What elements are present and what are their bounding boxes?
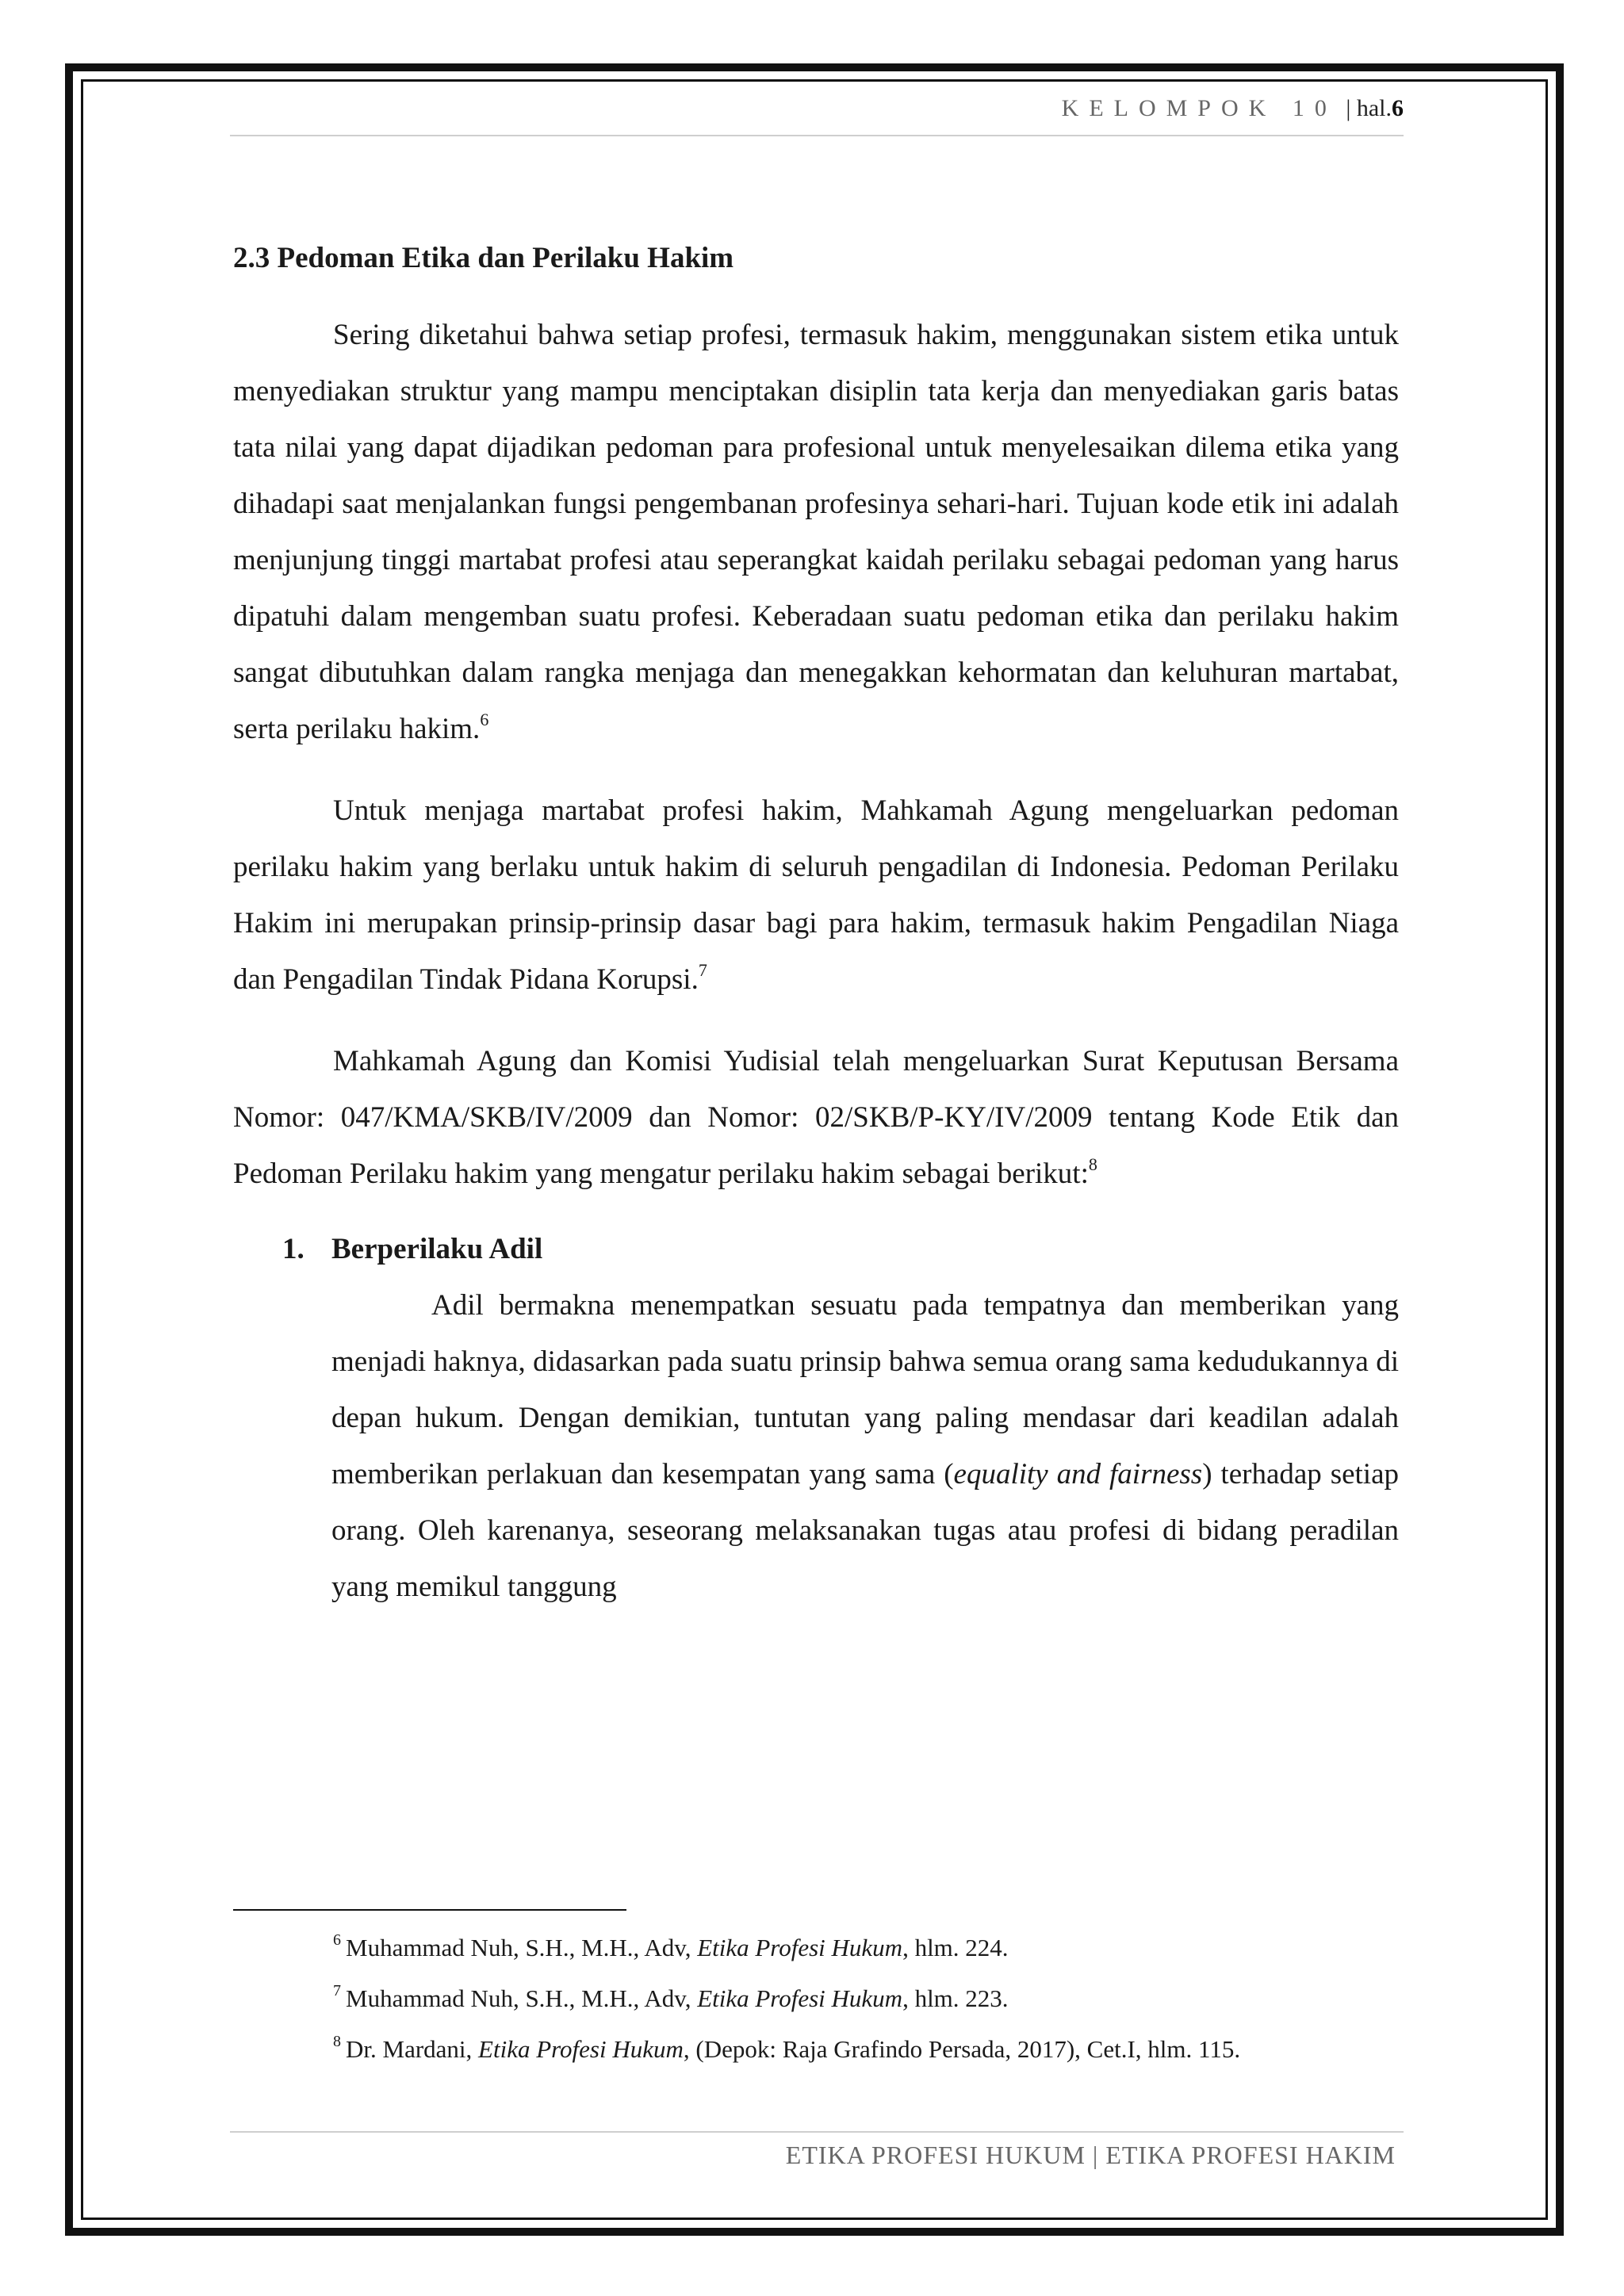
footnote-number: 6 <box>333 1931 341 1949</box>
footnote <box>333 1973 1404 2024</box>
list-body-text-end: ) terhadap setiap orang. Oleh karenanya, seseorang melaksanakan tugas atau profesi di bidang peradilan yang memikul tanggung <box>331 1458 1399 1603</box>
list-item <box>282 1221 1399 1277</box>
section-title: 2.3 Pedoman Etika dan Perilaku Hakim <box>233 242 734 274</box>
paragraph-text: Sering diketahui bahwa setiap profesi, termasuk hakim, menggunakan sistem etika untuk menyediakan struktur yang mampu menciptakan disiplin tata kerja dan menyediakan garis batas tata nilai yang dapat dijadikan pedoman para profesional untuk menyelesaikan dilema etika yang dihadapi saat menjalankan fungsi pengembanan profesinya sehari-hari. Tujuan kode etik ini adalah menjunjung tinggi martabat profesi atau seperangkat kaidah perilaku sebagai pedoman yang harus dipatuhi dalam mengemban suatu profesi. Keberadaan suatu pedoman etika dan perilaku hakim sangat dibutuhkan dalam rangka menjaga dan menegakkan kehormatan dan keluhuran martabat, serta perilaku hakim. <box>233 319 1399 745</box>
footnote-text: Muhammad Nuh, S.H., M.H., Adv, <box>346 1984 698 2012</box>
header-page-label <box>1357 95 1404 121</box>
paragraph-text: Mahkamah Agung dan Komisi Yudisial telah mengeluarkan Surat Keputusan Bersama Nomor: 047/KMA/SKB/IV/2009 dan Nomor: 02/SKB/P-KY/IV/2009 tentang Kode Etik dan Pedoman Perilaku hakim yang mengatur perilaku hakim sebagai berikut: <box>233 1045 1399 1190</box>
footnote-ref: 8 <box>1088 1154 1097 1174</box>
footnote <box>333 2024 1404 2075</box>
footer-divider <box>230 2131 1404 2133</box>
paragraph <box>233 783 1399 1008</box>
footnotes <box>333 1923 1404 2075</box>
list-heading <box>282 1221 1399 1277</box>
footnote-title: Etika Profesi Hukum <box>697 1984 903 2012</box>
footnote-number: 8 <box>333 2033 341 2050</box>
page-footer: ETIKA PROFESI HUKUM | ETIKA PROFESI HAKIM <box>785 2141 1396 2169</box>
footnote-text-end: , (Depok: Raja Grafindo Persada, 2017), Cet.I, hlm. 115. <box>683 2035 1241 2063</box>
footnote-title: Etika Profesi Hukum <box>478 2035 684 2063</box>
footnote-text: Dr. Mardani, <box>346 2035 479 2063</box>
footnote-text-end: , hlm. 224. <box>902 1934 1009 1961</box>
footnote-text: Muhammad Nuh, S.H., M.H., Adv, <box>346 1934 698 1961</box>
paragraph <box>233 307 1399 757</box>
header-page-prefix: hal. <box>1356 95 1392 121</box>
list-body <box>331 1277 1399 1615</box>
footnote-ref: 7 <box>698 960 707 980</box>
list-heading-text: Berperilaku Adil <box>331 1233 543 1265</box>
list-body-italic: equality and fairness <box>953 1458 1203 1490</box>
paragraph <box>233 1033 1399 1202</box>
header-separator: | <box>1346 95 1351 121</box>
footnote-ref: 6 <box>480 710 489 729</box>
footnote <box>333 1923 1404 1973</box>
list-body-text: Adil bermakna menempatkan sesuatu pada tempatnya dan memberikan yang menjadi haknya, didasarkan pada suatu prinsip bahwa semua orang sama kedudukannya di depan hukum. Dengan demikian, tuntutan yang paling mendasar dari keadilan adalah memberikan perlakuan dan kesempatan yang sama ( <box>331 1289 1399 1490</box>
footnote-text-end: , hlm. 223. <box>902 1984 1009 2012</box>
page-body <box>233 230 1399 1615</box>
paragraph-text: Untuk menjaga martabat profesi hakim, Mahkamah Agung mengeluarkan pedoman perilaku hakim yang berlaku untuk hakim di seluruh pengadilan di Indonesia. Pedoman Perilaku Hakim ini merupakan prinsip-prinsip dasar bagi para hakim, termasuk hakim Pengadilan Niaga dan Pengadilan Tindak Pidana Korupsi. <box>233 794 1399 996</box>
footnote-separator <box>233 1909 626 1911</box>
header-page-number: 6 <box>1392 95 1404 121</box>
list-number: 1. <box>282 1233 304 1265</box>
page-header <box>230 95 1404 136</box>
footnote-number: 7 <box>333 1982 341 1999</box>
footnote-title: Etika Profesi Hukum <box>697 1934 903 1961</box>
header-group-label: KELOMPOK 10 <box>1061 95 1337 121</box>
